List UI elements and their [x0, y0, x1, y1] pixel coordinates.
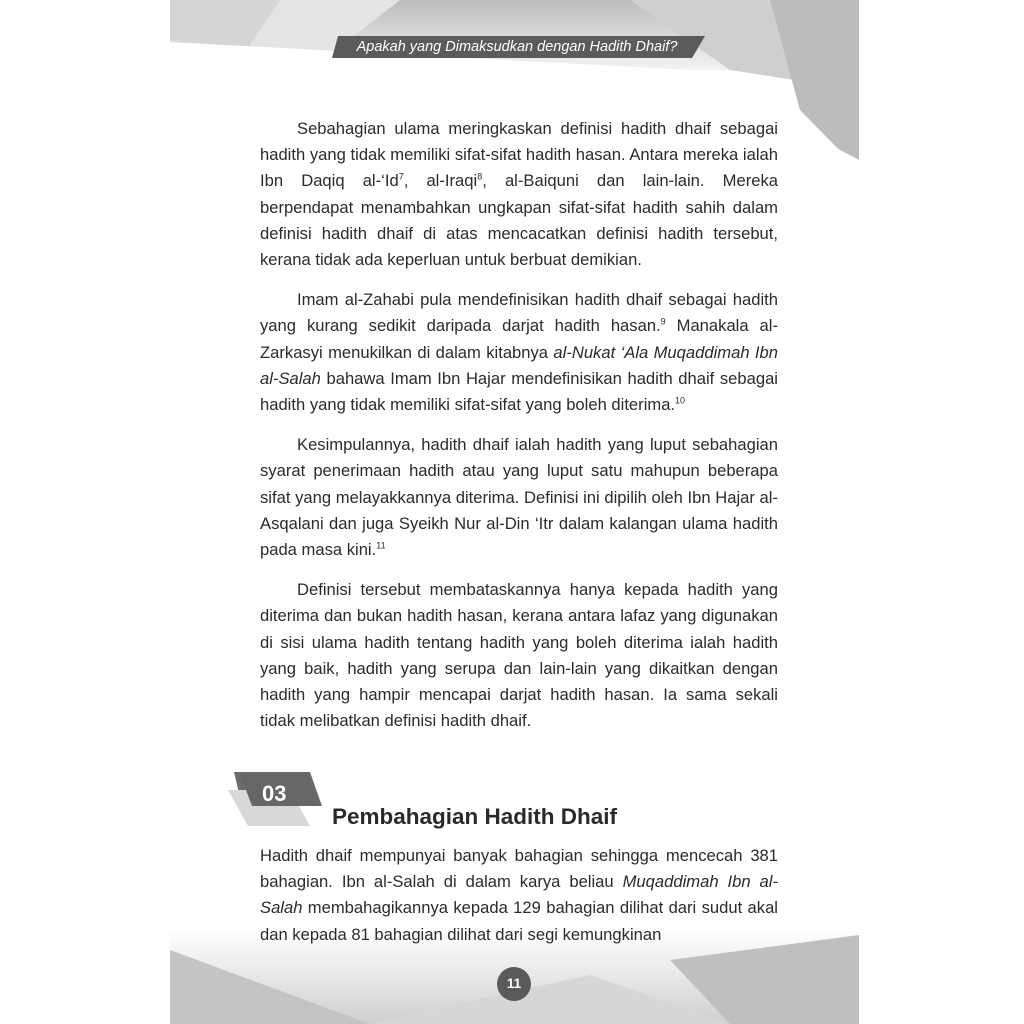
p1-text-a: Sebahagian ulama meringkaskan definisi hadith dhaif sebagai hadith yang tidak memiliki sifat-sifat hadith hasan. Antara mereka ialah Ibn Daqiq al-‘Id — [260, 119, 778, 191]
book-title-nukat: al-Nukat ‘Ala Muqaddimah Ibn al-Salah — [260, 342, 778, 388]
p2-text-a: Imam al-Zahabi pula mendefinisikan hadith dhaif sebagai hadith yang kurang sedikit daripada darjat hadith hasan. — [260, 290, 778, 336]
page-number-badge: 11 — [497, 967, 531, 1001]
footnote-ref-11: 11 — [376, 540, 386, 551]
p3-text-a: Kesimpulannya, hadith dhaif ialah hadith yang luput sebahagian syarat penerimaan hadith atau yang luput satu mahupun beberapa sifat yang melayakkannya diterima. Definisi ini dipilih oleh Ibn Hajar al-Asqalani dan juga Syeikh Nur al-Din ‘Itr dalam kalangan ulama hadith pada masa kini. — [260, 435, 778, 560]
book-page — [170, 0, 859, 1024]
main-text — [260, 116, 778, 748]
footnote-ref-9: 9 — [660, 316, 666, 327]
footnote-ref-7: 7 — [398, 171, 404, 182]
footnote-ref-10: 10 — [675, 395, 686, 406]
paragraph-1 — [260, 116, 778, 273]
section-text — [260, 843, 778, 948]
p2-text-c: bahawa Imam Ibn Hajar mendefinisikan hadith dhaif sebagai hadith yang tidak memiliki sifat-sifat yang boleh diterima. — [260, 368, 778, 415]
footnote-ref-8: 8 — [477, 171, 483, 182]
paragraph-4 — [260, 577, 778, 734]
p4-text: Definisi tersebut membataskannya hanya kepada hadith yang diterima dan bukan hadith hasan, kerana antara lafaz yang digunakan di sisi ulama hadith tentang hadith yang boleh diterima ialah hadith yang baik, hadith yang serupa dan lain-lain yang dikaitkan dengan hadith yang hampir mencapai darjat hadith hasan. Ia sama sekali tidak melibatkan definisi hadith dhaif. — [260, 580, 778, 731]
p1-text-b: , al-Iraqi — [403, 171, 478, 191]
p5-text-b: membahagikannya kepada 129 bahagian dilihat dari sudut akal dan kepada 81 bahagian dilihat dari segi kemungkinan — [260, 898, 778, 944]
running-head-title: Apakah yang Dimaksudkan dengan Hadith Dhaif? — [356, 39, 678, 55]
section-title: Pembahagian Hadith Dhaif — [332, 804, 618, 829]
book-title-muqaddimah: Muqaddimah Ibn al-Salah — [260, 872, 778, 918]
paragraph-2 — [260, 287, 778, 418]
p1-text-c: , al-Baiquni dan lain-lain. Mereka berpendapat menambahkan ungkapan sifat-sifat hadith sahih dalam definisi hadith dhaif di atas mencacatkan definisi hadith tersebut, kerana tidak ada keperluan untuk berbuat demikian. — [260, 171, 778, 270]
paragraph-3 — [260, 432, 778, 563]
section-number: 03 — [262, 781, 287, 806]
paragraph-5 — [260, 843, 778, 948]
p5-text-a: Hadith dhaif mempunyai banyak bahagian sehingga mencecah 381 bahagian. Ibn al-Salah di dalam karya beliau — [260, 846, 778, 892]
p2-text-b: Manakala al-Zarkasyi menukilkan di dalam kitabnya — [260, 316, 778, 362]
